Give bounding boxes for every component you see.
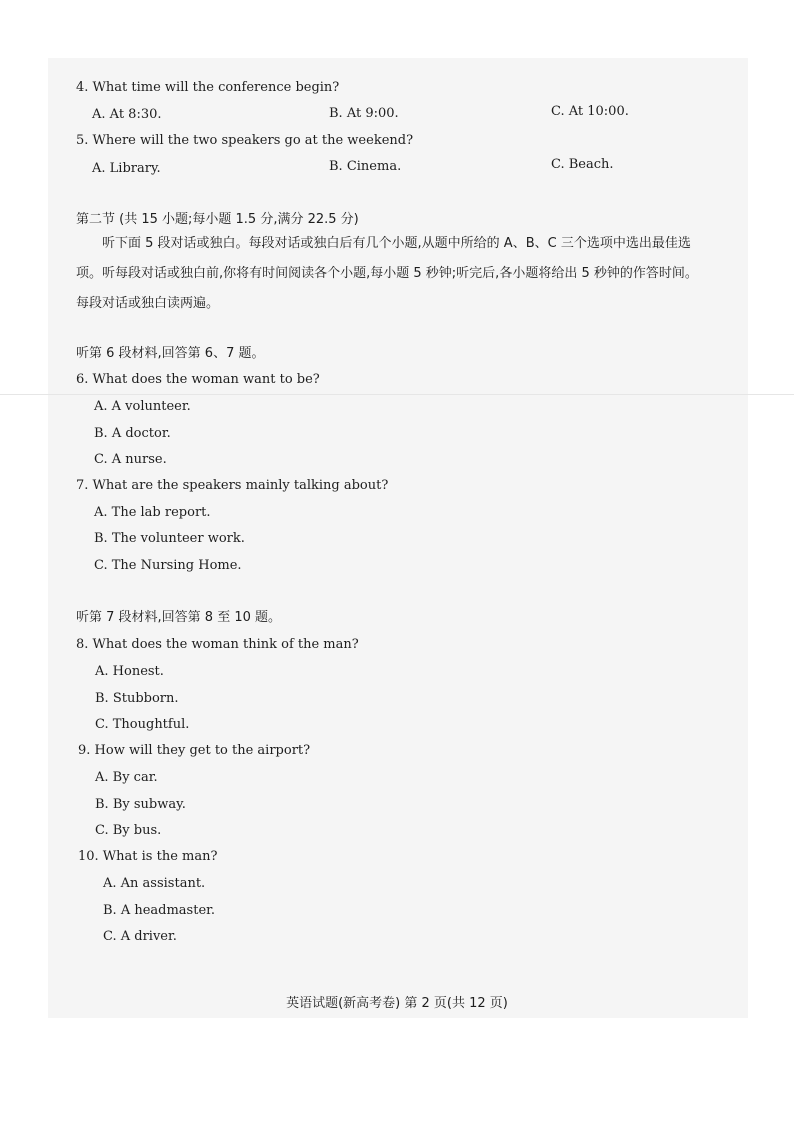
question-7-option-b: B. The volunteer work.: [94, 531, 245, 546]
question-6-option-b: B. A doctor.: [94, 426, 171, 441]
question-5-stem: 5. Where will the two speakers go at the weekend?: [76, 133, 414, 148]
question-4-option-b: B. At 9:00.: [329, 106, 399, 121]
question-9-option-b: B. By subway.: [95, 797, 186, 812]
question-5-option-c: C. Beach.: [551, 157, 614, 172]
passage-7-heading: 听第 7 段材料,回答第 8 至 10 题。: [76, 610, 282, 625]
scan-artifact-line: [0, 394, 794, 395]
question-8-option-a: A. Honest.: [95, 664, 164, 679]
question-5-option-a: A. Library.: [92, 161, 161, 176]
page-footer: 英语试题(新高考卷) 第 2 页(共 12 页): [286, 996, 508, 1011]
question-7-option-a: A. The lab report.: [94, 505, 211, 520]
question-4-stem: 4. What time will the conference begin?: [76, 80, 340, 95]
passage-6-heading: 听第 6 段材料,回答第 6、7 题。: [76, 346, 265, 361]
question-10-option-a: A. An assistant.: [103, 876, 206, 891]
question-4-option-a: A. At 8:30.: [92, 107, 162, 122]
question-6-option-a: A. A volunteer.: [94, 399, 191, 414]
question-10-option-c: C. A driver.: [103, 929, 177, 944]
question-8-option-c: C. Thoughtful.: [95, 717, 190, 732]
question-9-option-c: C. By bus.: [95, 823, 162, 838]
question-9-option-a: A. By car.: [95, 770, 158, 785]
question-9-stem: 9. How will they get to the airport?: [78, 743, 311, 758]
question-6-stem: 6. What does the woman want to be?: [76, 372, 320, 387]
question-4-option-c: C. At 10:00.: [551, 104, 629, 119]
question-5-option-b: B. Cinema.: [329, 159, 402, 174]
question-10-stem: 10. What is the man?: [78, 849, 218, 864]
question-8-option-b: B. Stubborn.: [95, 691, 179, 706]
section-2-heading: 第二节 (共 15 小题;每小题 1.5 分,满分 22.5 分): [76, 212, 359, 227]
section-2-instructions: 听下面 5 段对话或独白。每段对话或独白后有几个小题,从题中所给的 A、B、C 三个选项中选出最佳选项。听每段对话或独白前,你将有时间阅读各个小题,每小题 5 秒钟;听完后,各小题将给出 5 秒钟的作答时间。每段对话或独白读两遍。: [76, 236, 698, 311]
question-8-stem: 8. What does the woman think of the man?: [76, 637, 359, 652]
question-7-option-c: C. The Nursing Home.: [94, 558, 242, 573]
question-6-option-c: C. A nurse.: [94, 452, 167, 467]
question-7-stem: 7. What are the speakers mainly talking about?: [76, 478, 389, 493]
question-10-option-b: B. A headmaster.: [103, 903, 216, 918]
